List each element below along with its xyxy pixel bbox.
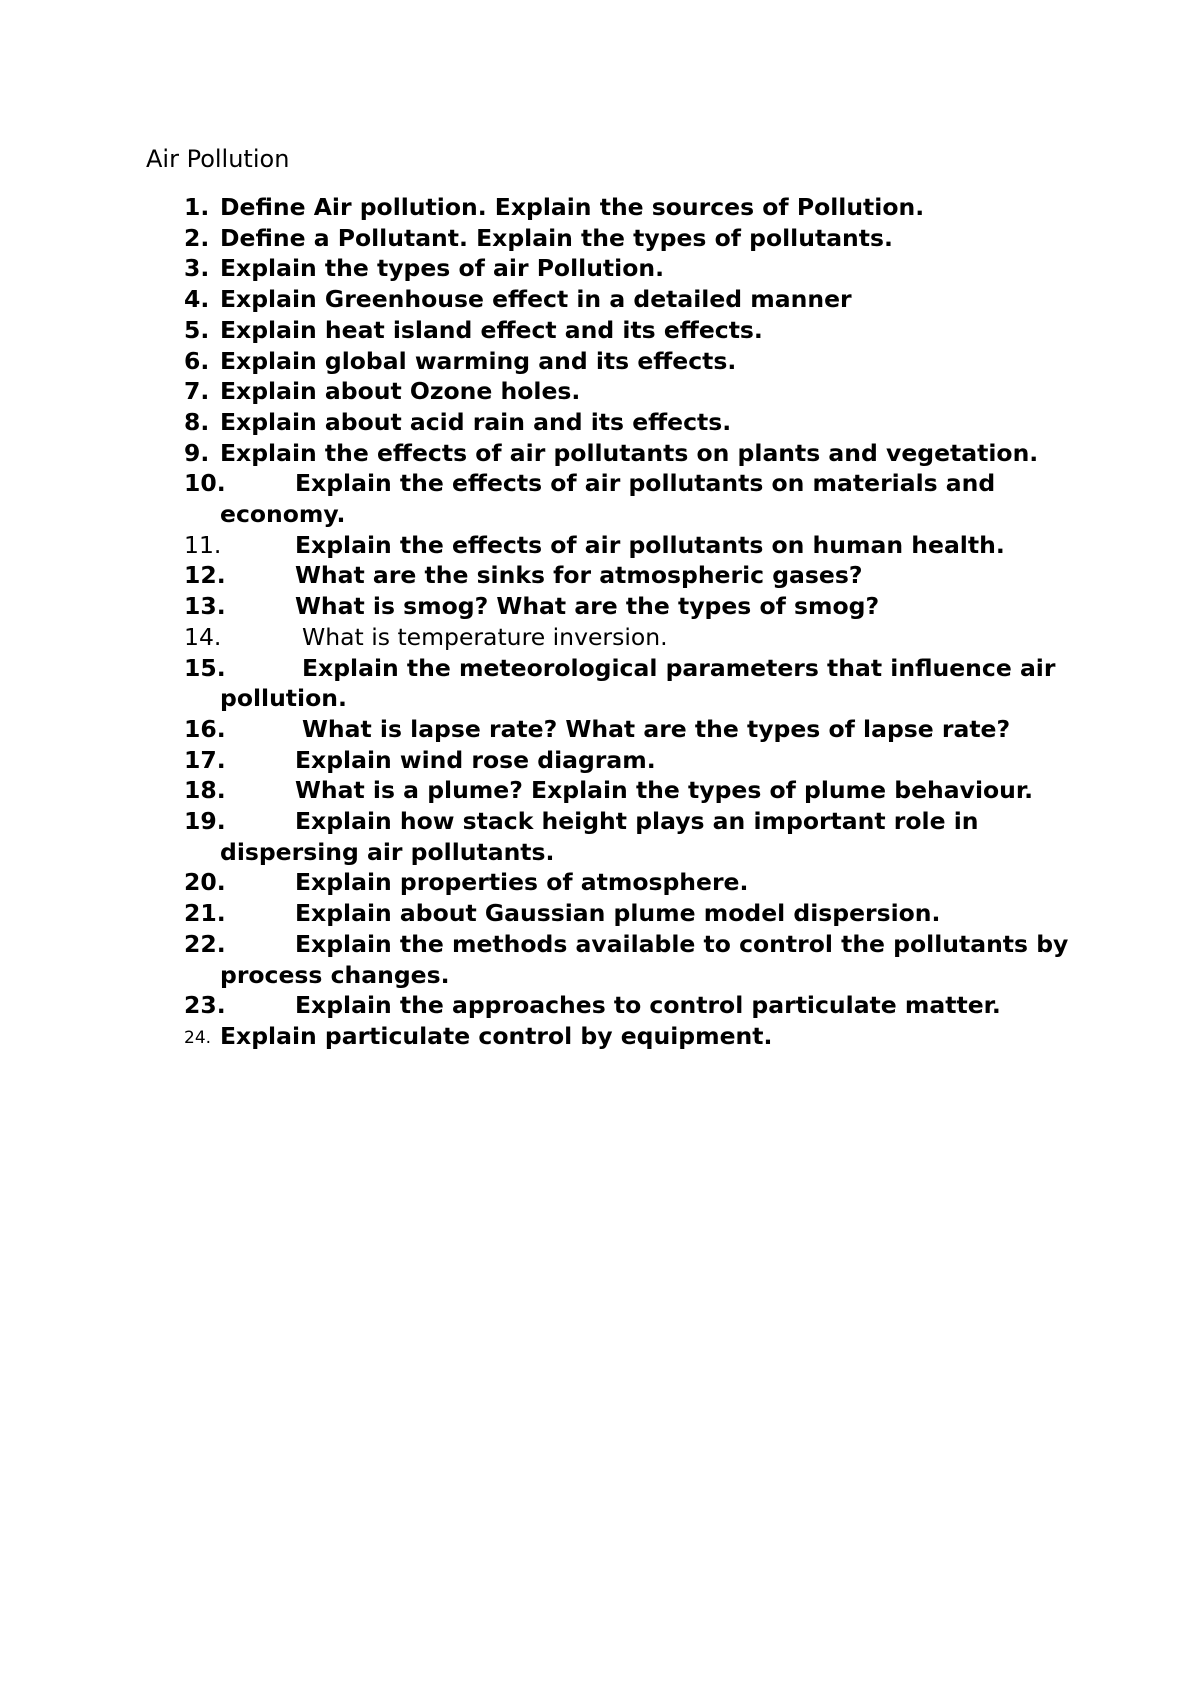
item-text: Explain the effects of air pollutants on human health.: [295, 530, 1005, 559]
list-item: [184, 346, 1104, 377]
item-number: 19.: [184, 807, 226, 836]
list-item: [184, 653, 1104, 714]
item-text: What is temperature inversion.: [302, 622, 668, 651]
item-text: Explain heat island effect and its effects.: [220, 315, 763, 344]
list-item: [184, 591, 1104, 622]
item-text: Explain the effects of air pollutants on materials and economy.: [220, 469, 996, 529]
list-item: [184, 192, 1104, 223]
list-item: [184, 438, 1104, 469]
item-number: 11.: [184, 530, 222, 559]
item-number: 16.: [184, 714, 226, 743]
list-item: [184, 775, 1104, 806]
list-item: [184, 1021, 1104, 1052]
item-number: 2.: [184, 223, 210, 252]
item-text: Explain how stack height plays an important role in dispersing air pollutants.: [220, 807, 979, 866]
list-item: [184, 990, 1104, 1021]
item-number: 6.: [184, 346, 210, 375]
item-text: Explain particulate control by equipment.: [220, 1021, 773, 1050]
item-text: Explain global warming and its effects.: [220, 346, 737, 375]
item-number: 7.: [184, 377, 210, 406]
list-item: [184, 714, 1104, 745]
item-text: Define Air pollution. Explain the sources of Pollution.: [220, 193, 925, 221]
page-title: Air Pollution: [146, 145, 290, 173]
list-item: [184, 898, 1104, 929]
list-item: [184, 806, 1104, 867]
item-number: 13.: [184, 592, 226, 621]
list-item: [184, 468, 1104, 529]
list-item: [184, 745, 1104, 776]
item-number: 17.: [184, 745, 226, 774]
item-text: What is smog? What are the types of smog?: [295, 592, 880, 621]
item-number: 24.: [184, 1027, 212, 1048]
item-number: 8.: [184, 407, 210, 436]
list-item: [184, 622, 1104, 653]
list-item: [184, 530, 1104, 561]
item-text: Explain properties of atmosphere.: [295, 868, 749, 897]
item-text: Explain wind rose diagram.: [295, 745, 656, 774]
item-text: Explain the effects of air pollutants on plants and vegetation.: [220, 438, 1039, 467]
item-number: 3.: [184, 254, 210, 283]
item-text: Explain Greenhouse effect in a detailed manner: [220, 285, 852, 314]
list-item: [184, 223, 1104, 254]
item-text: What are the sinks for atmospheric gases?: [295, 561, 863, 590]
list-item: [184, 315, 1104, 346]
question-list: [184, 192, 1104, 1052]
item-number: 1.: [184, 193, 210, 221]
item-number: 14.: [184, 622, 222, 651]
item-text: What is a plume? Explain the types of plume behaviour.: [295, 776, 1034, 805]
list-item: [184, 929, 1104, 990]
item-number: 4.: [184, 285, 210, 314]
list-item: [184, 253, 1104, 284]
item-number: 23.: [184, 991, 226, 1020]
item-text: Explain the methods available to control the pollutants by process changes.: [220, 929, 1069, 989]
item-text: Explain the meteorological parameters that influence air pollution.: [220, 653, 1056, 713]
item-text: Explain the types of air Pollution.: [220, 254, 665, 283]
item-text: Explain about Gaussian plume model dispersion.: [295, 899, 941, 928]
item-number: 9.: [184, 438, 210, 467]
item-number: 21.: [184, 899, 226, 928]
item-text: What is lapse rate? What are the types of lapse rate?: [302, 714, 1011, 743]
item-number: 5.: [184, 315, 210, 344]
item-number: 22.: [184, 929, 226, 958]
item-number: 15.: [184, 653, 226, 682]
list-item: [184, 376, 1104, 407]
item-text: Define a Pollutant. Explain the types of pollutants.: [220, 223, 893, 252]
item-number: 20.: [184, 868, 226, 897]
item-number: 12.: [184, 561, 226, 590]
item-text: Explain about Ozone holes.: [220, 377, 581, 406]
list-item: [184, 284, 1104, 315]
item-number: 18.: [184, 776, 226, 805]
list-item: [184, 407, 1104, 438]
list-item: [184, 560, 1104, 591]
item-text: Explain about acid rain and its effects.: [220, 407, 732, 436]
list-item: [184, 867, 1104, 898]
item-number: 10.: [184, 469, 226, 498]
item-text: Explain the approaches to control particulate matter.: [295, 991, 1001, 1020]
